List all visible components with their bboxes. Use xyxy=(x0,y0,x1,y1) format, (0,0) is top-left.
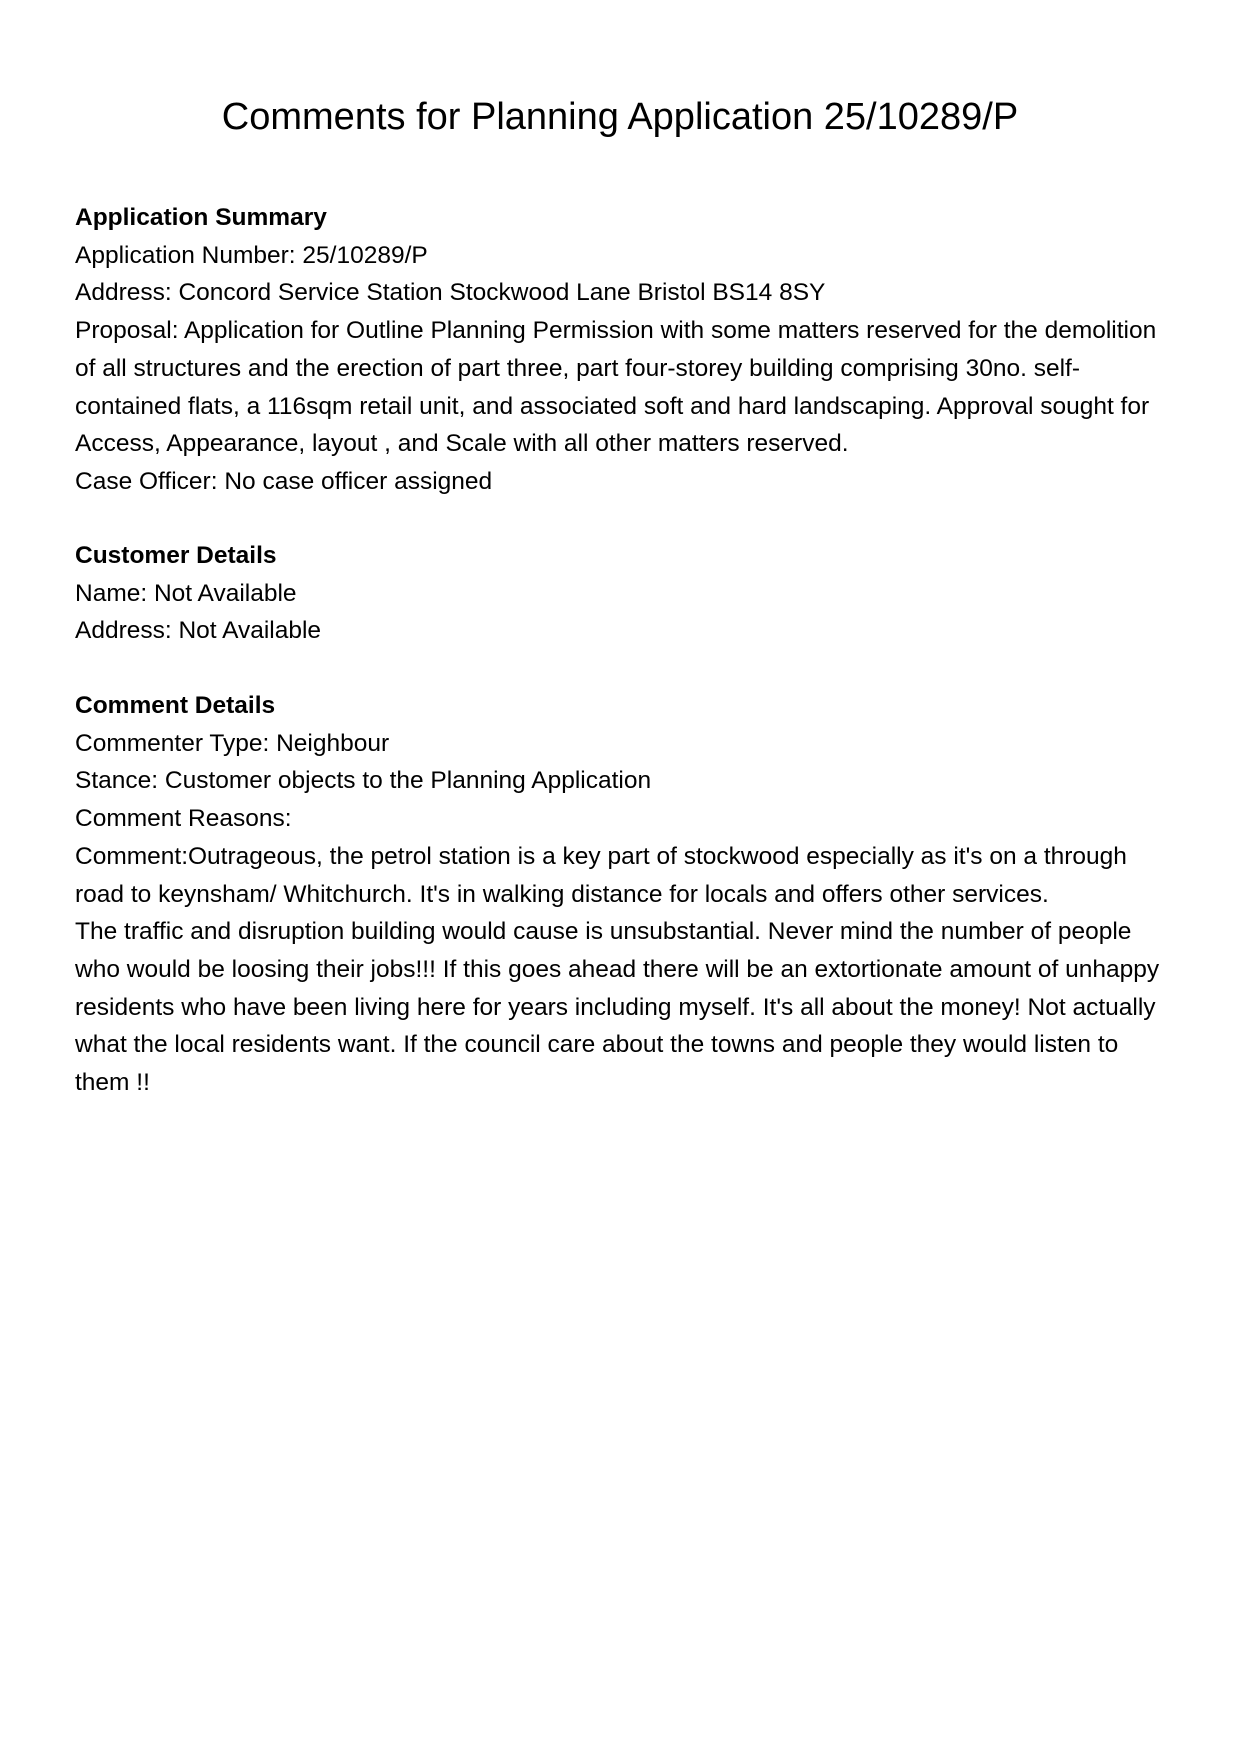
page-title: Comments for Planning Application 25/10289/P xyxy=(221,96,1019,138)
stance: Stance: Customer objects to the Planning Application xyxy=(75,767,652,795)
commenter-type: Commenter Type: Neighbour xyxy=(75,729,390,757)
customer-address: Address: Not Available xyxy=(75,617,322,645)
comment-details-section xyxy=(75,687,1175,1102)
application-summary-section xyxy=(75,199,1175,501)
application-proposal: Proposal: Application for Outline Planning Permission with some matters reserved for the demolition of all structures and the erection of part three, part four-storey building comprising 30no. self-contained flats, a 116sqm retail unit, and associated soft and hard landscaping. Approval sought for Access, Appearance, layout , and Scale with all other matters reserved. xyxy=(75,317,1157,458)
comment-paragraph-1: Comment:Outrageous, the petrol station is a key part of stockwood especially as it's on a through road to keynsham/ Whitchurch. It's in walking distance for locals and offers other services. xyxy=(75,842,1127,908)
comment-details-heading: Comment Details xyxy=(75,692,276,719)
customer-details-section xyxy=(75,537,1175,650)
case-officer: Case Officer: No case officer assigned xyxy=(75,467,493,495)
application-summary-heading: Application Summary xyxy=(75,204,327,231)
application-number: Application Number: 25/10289/P xyxy=(75,241,428,269)
comment-reasons: Comment Reasons: xyxy=(75,805,292,833)
application-address: Address: Concord Service Station Stockwood Lane Bristol BS14 8SY xyxy=(75,279,826,307)
customer-name: Name: Not Available xyxy=(75,579,297,607)
comment-paragraph-2: The traffic and disruption building would cause is unsubstantial. Never mind the number of people who would be loosing their jobs!!! If this goes ahead there will be an extortionate amount of unhappy residents who have been living here for years including myself. It's all about the money! Not actually what the local residents want. If the council care about the towns and people they would listen to them !! xyxy=(75,918,1160,1097)
customer-details-heading: Customer Details xyxy=(75,542,277,569)
